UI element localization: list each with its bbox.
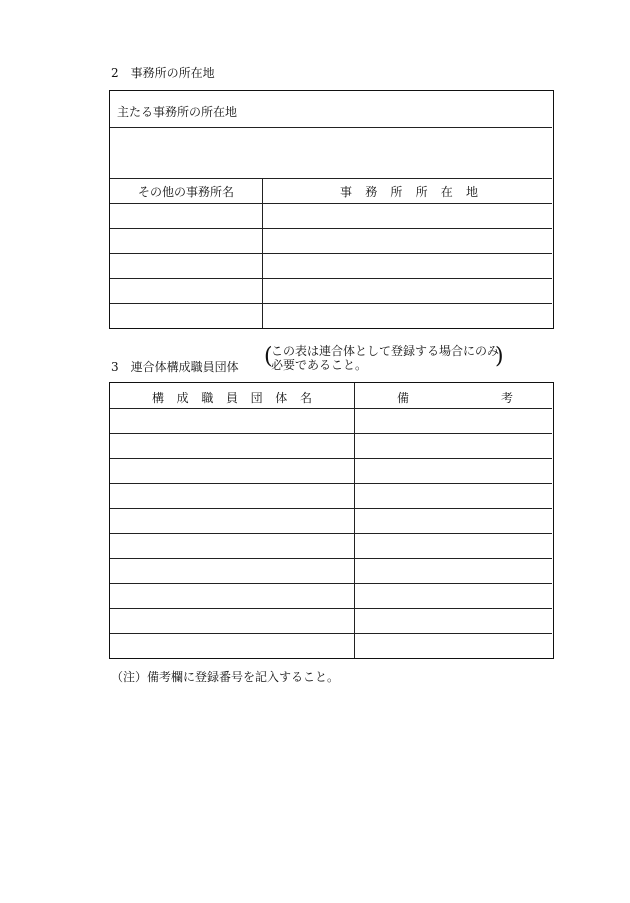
note-line-1: この表は連合体として登録する場合にのみ: [271, 344, 500, 358]
section3-note: [271, 344, 499, 372]
remarks-header-char: 備: [397, 391, 410, 405]
org-header-char: 体: [275, 391, 288, 405]
location-header-char: 務: [365, 185, 378, 199]
org-header-char: 団: [250, 391, 263, 405]
location-header-char: 在: [440, 185, 453, 199]
note-line-2: 必要であること。: [271, 358, 368, 372]
section2-heading: 2 事務所の所在地: [111, 66, 215, 80]
location-header: [340, 183, 478, 200]
org-header-char: 職: [201, 391, 214, 405]
member-organizations-table: [109, 382, 554, 659]
note-close-paren: ): [495, 344, 504, 369]
main-office-value[interactable]: [110, 127, 552, 177]
other-office-name-header: その他の事務所名: [137, 185, 234, 199]
section3-heading: 3 連合体構成職員団体: [111, 360, 239, 374]
note-open-paren: (: [264, 344, 273, 369]
remarks-header: [397, 389, 513, 406]
location-header-char: 地: [465, 185, 478, 199]
location-header-char: 事: [340, 185, 353, 199]
office-location-table: [109, 90, 554, 329]
org-name-header: [152, 389, 312, 406]
location-header-char: 所: [415, 185, 428, 199]
org-header-char: 員: [225, 391, 238, 405]
location-header-char: 所: [390, 185, 403, 199]
org-header-char: 名: [299, 391, 312, 405]
footnote: （注）備考欄に登録番号を記入すること。: [111, 670, 340, 684]
org-header-char: 構: [152, 391, 165, 405]
remarks-header-char: 考: [500, 391, 513, 405]
org-header-char: 成: [176, 391, 189, 405]
main-office-label: 主たる事務所の所在地: [117, 105, 238, 119]
